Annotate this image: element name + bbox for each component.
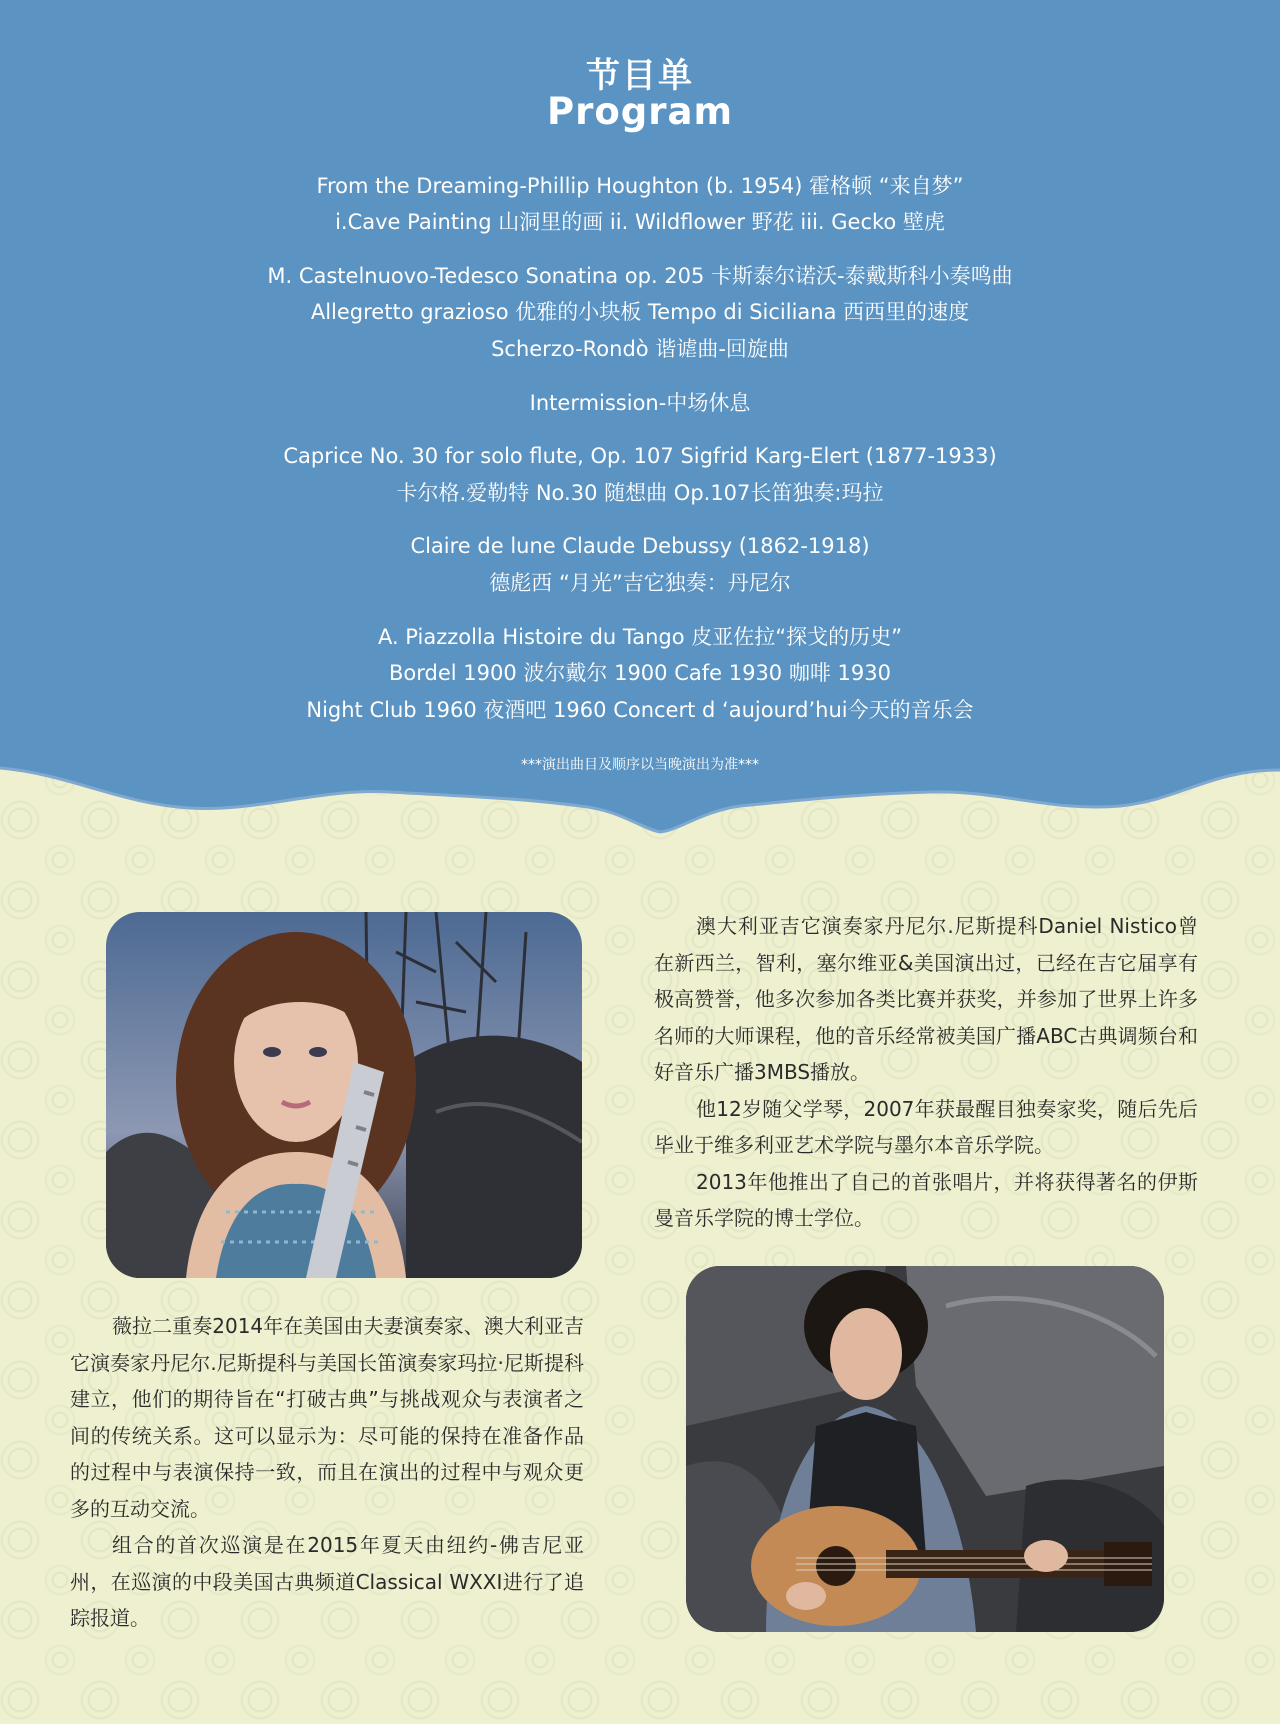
program-line-8: 卡尔格.爱勒特 No.30 随想曲 Op.107长笛独奏:玛拉	[396, 481, 884, 505]
program-line-4: Allegretto grazioso 优雅的小块板 Tempo di Siciliana 西西里的速度	[310, 300, 970, 324]
program-line-13: Night Club 1960 夜酒吧 1960 Concert d ‘aujourd’hui今天的音乐会	[306, 698, 974, 722]
program-line-10: 德彪西 “月光”吉它独奏：丹尼尔	[489, 571, 791, 595]
program-line-9: Claire de lune Claude Debussy (1862-1918)	[410, 534, 870, 558]
program-section	[0, 0, 1280, 790]
guitarist-bio-paragraph-2: 他12岁随父学琴，2007年获最醒目独奏家奖，随后先后毕业于维多利亚艺术学院与墨尔本音乐学院。	[654, 1096, 1198, 1157]
program-note: ***演出曲目及顺序以当晚演出为准***	[521, 757, 759, 773]
program-line-intermission: Intermission-中场休息	[529, 391, 751, 415]
program-line-5: Scherzo-Rondò 谐谑曲-回旋曲	[491, 337, 789, 361]
flutist-photo	[106, 912, 582, 1278]
guitarist-bio	[654, 908, 1198, 1237]
duo-bio-paragraph-1: 薇拉二重奏2014年在美国由夫妻演奏家、澳大利亚吉它演奏家丹尼尔.尼斯提科与美国长笛演奏家玛拉·尼斯提科建立，他们的期待旨在“打破古典”与挑战观众与表演者之间的传统关系。这可以显示为：尽可能的保持在准备作品的过程中与表演保持一致，而且在演出的过程中与观众更多的互动交流。	[70, 1314, 584, 1521]
program-line-1: From the Dreaming-Phillip Houghton (b. 1954) 霍格顿 “来自梦”	[316, 174, 964, 198]
program-line-12: Bordel 1900 波尔戴尔 1900 Cafe 1930 咖啡 1930	[389, 661, 891, 685]
guitarist-photo	[686, 1266, 1164, 1632]
guitarist-bio-paragraph-1: 澳大利亚吉它演奏家丹尼尔.尼斯提科Daniel Nistico曾在新西兰，智利，塞尔维亚&美国演出过，已经在吉它届享有极高赞誉，他多次参加各类比赛并获奖，并参加了世界上许多名师的大师课程，他的音乐经常被美国广播ABC古典调频台和好音乐广播3MBS播放。	[654, 914, 1198, 1084]
duo-bio	[70, 1308, 584, 1637]
program-line-7: Caprice No. 30 for solo flute, Op. 107 Sigfrid Karg-Elert (1877-1933)	[283, 444, 997, 468]
guitarist-bio-paragraph-3: 2013年他推出了自己的首张唱片，并将获得著名的伊斯曼音乐学院的博士学位。	[654, 1169, 1198, 1230]
program-line-3: M. Castelnuovo-Tedesco Sonatina op. 205 卡斯泰尔诺沃-泰戴斯科小奏鸣曲	[267, 264, 1013, 288]
program-line-2: i.Cave Painting 山洞里的画 ii. Wildflower 野花 iii. Gecko 壁虎	[335, 210, 945, 234]
duo-bio-paragraph-2: 组合的首次巡演是在2015年夏天由纽约-佛吉尼亚州，在巡演的中段美国古典频道Classical WXXI进行了追踪报道。	[70, 1533, 584, 1630]
program-line-11: A. Piazzolla Histoire du Tango 皮亚佐拉“探戈的历史”	[377, 625, 903, 649]
program-title-english: Program	[546, 90, 734, 133]
program-title-chinese: 节目单	[586, 56, 694, 96]
